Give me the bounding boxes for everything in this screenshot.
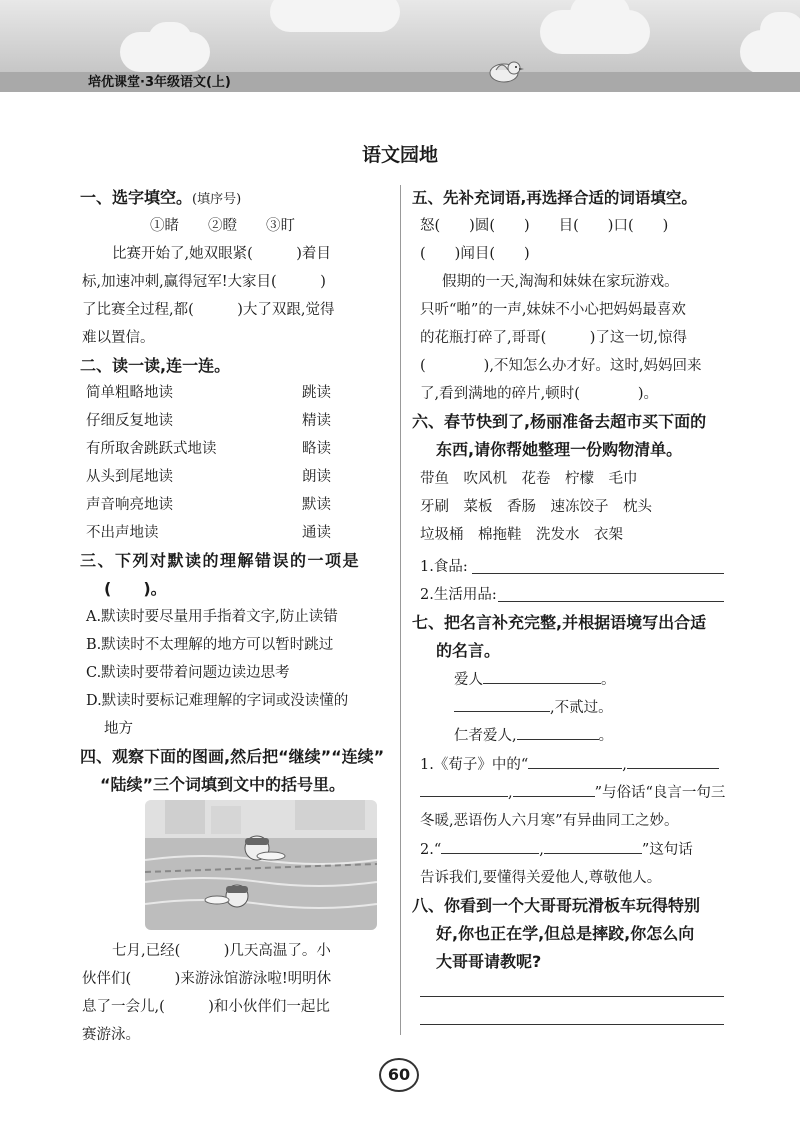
q6-title: 六、春节快到了,杨丽准备去超市买下面的: [412, 412, 707, 431]
q7-p1-blank-3[interactable]: [420, 783, 508, 797]
q3-option-c[interactable]: C.默读时要带着问题边读边思考: [86, 665, 290, 681]
q7-p1-blank-4[interactable]: [513, 783, 595, 797]
q2-right-4[interactable]: 朗读: [302, 469, 331, 485]
q7-p2-blank-1[interactable]: [441, 840, 539, 854]
q6-food-label: 1.食品:: [420, 559, 468, 575]
q6-daily-label: 2.生活用品:: [420, 587, 497, 603]
page-number: 60: [379, 1058, 419, 1092]
q7-saying-1: 爱人 。: [454, 672, 616, 688]
book-title: 培优课堂·3年级语文(上): [88, 75, 231, 90]
q2-left-2[interactable]: 仔细反复地读: [86, 413, 173, 429]
q6-title-cont: 东西,请你帮她整理一份购物清单。: [436, 440, 683, 459]
q7-p1-line-1: 1.《荀子》中的“ ,: [420, 751, 719, 779]
q2-right-6[interactable]: 通读: [302, 525, 331, 541]
q2-left-1[interactable]: 简单粗略地读: [86, 385, 173, 401]
q3-option-d-cont: 地方: [104, 721, 133, 737]
q1-line-4: 难以置信。: [82, 330, 155, 346]
q8-title: 八、你看到一个大哥哥玩滑板车玩得特别: [412, 896, 701, 915]
q1-title: 一、选字填空。(填序号): [80, 188, 242, 207]
q2-left-5[interactable]: 声音响亮地读: [86, 497, 173, 513]
q4-line-2: 伙伴们( )来游泳馆游泳啦!明明休: [82, 971, 332, 987]
q4-title: 四、观察下面的图画,然后把“继续”“连续”: [80, 747, 385, 766]
q7-saying-3: 仁者爱人, 。: [454, 728, 614, 744]
q6-daily-answer-line[interactable]: [498, 601, 724, 602]
q2-title: 二、读一读,连一连。: [80, 356, 231, 375]
q7-p1-line-3: 冬暖,恶语伤人六月寒”有异曲同工之妙。: [420, 813, 679, 829]
q4-line-4: 赛游泳。: [82, 1027, 140, 1043]
q2-left-3[interactable]: 有所取舍跳跃式地读: [86, 441, 217, 457]
q5-line-3: 的花瓶打碎了,哥哥( )了这一切,惊得: [420, 330, 688, 346]
q8-answer-line-1[interactable]: [420, 996, 724, 997]
q3-option-b[interactable]: B.默读时不太理解的地方可以暂时跳过: [86, 637, 334, 653]
q2-left-6[interactable]: 不出声地读: [86, 525, 159, 541]
q7-saying-3-blank[interactable]: [517, 726, 599, 740]
q2-left-4[interactable]: 从头到尾地读: [86, 469, 173, 485]
q7-p2-line-1: 2.“ , ”这句话: [420, 842, 693, 858]
page-title: 语文园地: [361, 144, 438, 166]
q7-p2-line-2: 告诉我们,要懂得关爱他人,尊敬他人。: [420, 870, 662, 886]
q7-title: 七、把名言补充完整,并根据语境写出合适: [412, 613, 707, 632]
q7-p1-blank-2[interactable]: [627, 755, 719, 769]
q5-line-5: 了,看到满地的碎片,顿时( )。: [420, 386, 659, 402]
q6-items-3: 垃圾桶 棉拖鞋 洗发水 衣架: [420, 527, 623, 543]
q2-right-1[interactable]: 跳读: [302, 385, 331, 401]
q4-title-cont: “陆续”三个词填到文中的括号里。: [100, 775, 346, 794]
q1-options: ①睹 ②瞪 ③盯: [150, 218, 295, 234]
q3-option-a[interactable]: A.默读时要尽量用手指着文字,防止读错: [86, 609, 338, 625]
q5-line-1: 假期的一天,淘淘和妹妹在家玩游戏。: [442, 274, 679, 290]
q5-words-2[interactable]: ( )闻目( ): [420, 246, 530, 262]
q7-saying-2-blank[interactable]: [454, 698, 550, 712]
q1-line-2: 标,加速冲刺,赢得冠军!大家目( ): [82, 274, 326, 290]
q5-line-4: ( ),不知怎么办才好。这时,妈妈回来: [420, 358, 702, 374]
bird-icon: [484, 56, 524, 86]
q6-food-answer-line[interactable]: [472, 573, 724, 574]
q4-line-3: 息了一会儿,( )和小伙伴们一起比: [82, 999, 330, 1015]
q5-title: 五、先补充词语,再选择合适的词语填空。: [412, 189, 697, 207]
q8-title-cont-2: 大哥哥请教呢?: [436, 952, 542, 971]
q2-right-3[interactable]: 略读: [302, 441, 331, 457]
q1-line-3: 了比赛全过程,都( )大了双跟,觉得: [82, 302, 335, 318]
q7-saying-2: ,不贰过。: [454, 694, 613, 722]
q2-right-2[interactable]: 精读: [302, 413, 331, 429]
column-divider: [400, 185, 401, 1035]
q8-answer-line-2[interactable]: [420, 1024, 724, 1025]
q3-title: 三、下列对默读的理解错误的一项是: [80, 551, 361, 570]
q6-items-2: 牙刷 菜板 香肠 速冻饺子 枕头: [420, 499, 652, 515]
q3-answer-blank[interactable]: ( )。: [104, 579, 167, 598]
q6-items-1: 带鱼 吹风机 花卷 柠檬 毛巾: [420, 471, 638, 487]
q2-right-5[interactable]: 默读: [302, 497, 331, 513]
q3-option-d[interactable]: D.默读时要标记难理解的字词或没读懂的: [86, 693, 349, 709]
q7-p1-line-2: , ”与俗话“良言一句三: [420, 779, 725, 807]
q5-words-1[interactable]: 怒( )圆( ) 目( )口( ): [420, 218, 669, 234]
q7-p2-blank-2[interactable]: [544, 840, 642, 854]
q1-line-1: 比赛开始了,她双眼紧( )着目: [112, 246, 331, 262]
q7-p1-blank-1[interactable]: [528, 755, 622, 769]
q4-line-1: 七月,已经( )几天高温了。小: [112, 943, 331, 959]
q8-title-cont-1: 好,你也正在学,但总是摔跤,你怎么向: [436, 924, 695, 943]
page-header: [0, 0, 800, 92]
q7-saying-1-blank[interactable]: [483, 670, 601, 684]
q7-title-cont: 的名言。: [436, 641, 501, 660]
q5-line-2: 只听“啪”的一声,妹妹不小心把妈妈最喜欢: [420, 302, 686, 318]
swimming-picture: [145, 800, 377, 930]
